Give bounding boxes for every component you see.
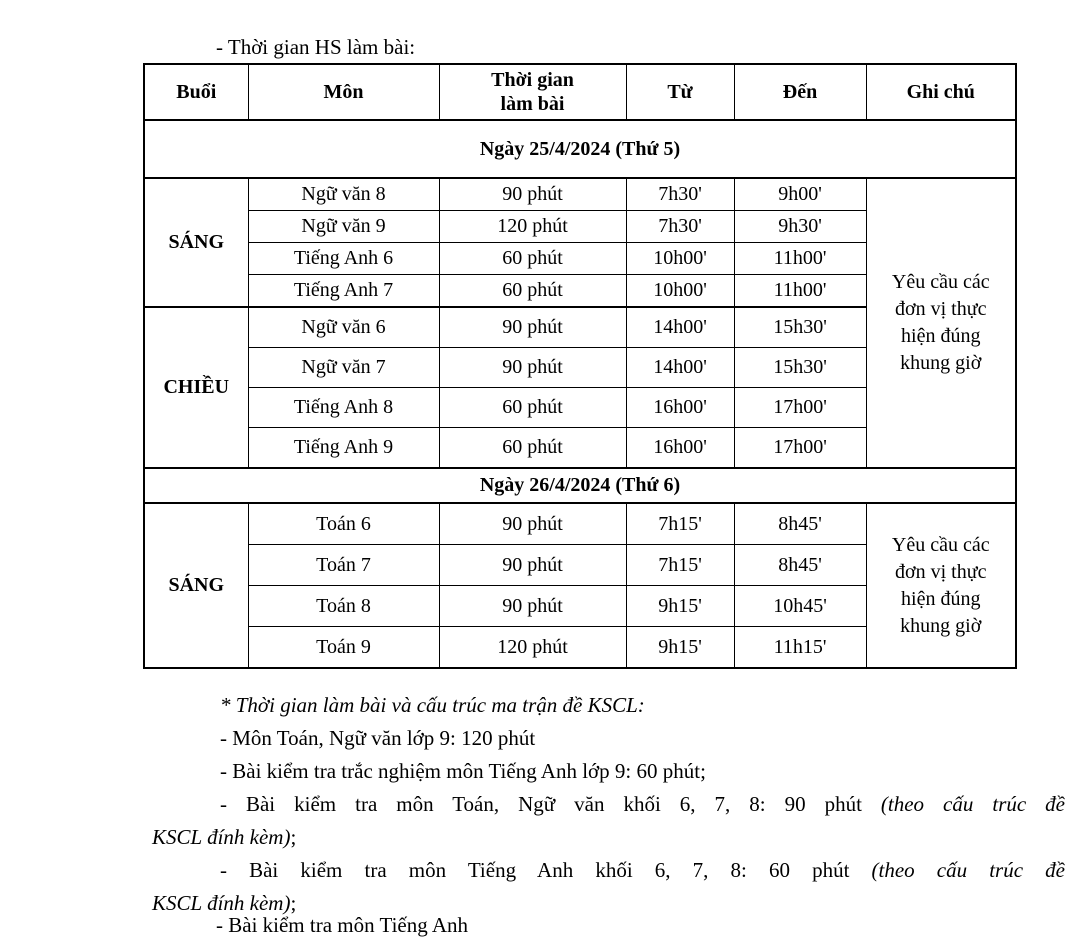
duration-cell: 90 phút: [439, 348, 626, 388]
footnote-line-4-first: [152, 854, 1065, 887]
end-time-cell: 17h00': [734, 388, 866, 428]
session-cell-morning-day2: SÁNG: [144, 503, 248, 668]
footnote-line-3-end: ;: [290, 825, 297, 849]
duration-cell: 120 phút: [439, 627, 626, 669]
clipped-bottom-text-line: - Bài kiểm tra môn Tiếng Anh: [216, 913, 468, 937]
end-time-cell: 11h15': [734, 627, 866, 669]
start-time-cell: 10h00': [626, 275, 734, 308]
duration-cell: 60 phút: [439, 388, 626, 428]
duration-cell: 60 phút: [439, 243, 626, 275]
notes-text-day1: Yêu cầu các đơn vị thực hiện đúng khung giờ: [891, 271, 990, 374]
start-time-cell: 7h30': [626, 211, 734, 243]
subject-cell: Ngữ văn 8: [248, 178, 439, 211]
date-band-day1: [144, 120, 1016, 178]
end-time-cell: 11h00': [734, 275, 866, 308]
start-time-cell: 10h00': [626, 243, 734, 275]
col-header-to: Đến: [734, 64, 866, 120]
end-time-cell: 17h00': [734, 428, 866, 469]
start-time-cell: 14h00': [626, 348, 734, 388]
session-cell-afternoon-day1: CHIỀU: [144, 307, 248, 468]
end-time-cell: 8h45': [734, 503, 866, 545]
col-header-subject: Môn: [248, 64, 439, 120]
section-heading: - Thời gian HS làm bài:: [216, 35, 416, 59]
subject-cell: Toán 6: [248, 503, 439, 545]
notes-text-day2: Yêu cầu các đơn vị thực hiện đúng khung giờ: [891, 533, 990, 637]
table-header-row: [144, 64, 1016, 120]
footnote-line-4-italic: (theo cấu trúc đề: [871, 858, 1065, 882]
end-time-cell: 9h30': [734, 211, 866, 243]
table-row: [144, 503, 1016, 545]
subject-cell: Tiếng Anh 8: [248, 388, 439, 428]
footnote-line-3-first: [152, 788, 1065, 821]
footnotes-block: [152, 689, 1065, 920]
end-time-cell: 11h00': [734, 243, 866, 275]
notes-cell-day2: [866, 503, 1016, 668]
footnote-line-4-end: ;: [290, 891, 297, 915]
duration-cell: 90 phút: [439, 545, 626, 586]
end-time-cell: 8h45': [734, 545, 866, 586]
footnote-line-4-main: - Bài kiểm tra môn Tiếng Anh khối 6, 7, 8: 60 phút: [220, 858, 872, 882]
table-row: [144, 178, 1016, 211]
end-time-cell: 9h00': [734, 178, 866, 211]
footnote-line-1: - Môn Toán, Ngữ văn lớp 9: 120 phút: [220, 726, 536, 750]
subject-cell: Ngữ văn 7: [248, 348, 439, 388]
col-header-notes: Ghi chú: [866, 64, 1016, 120]
start-time-cell: 16h00': [626, 388, 734, 428]
subject-cell: Ngữ văn 6: [248, 307, 439, 348]
end-time-cell: 15h30': [734, 307, 866, 348]
duration-cell: 90 phút: [439, 503, 626, 545]
start-time-cell: 14h00': [626, 307, 734, 348]
end-time-cell: 15h30': [734, 348, 866, 388]
duration-cell: 90 phút: [439, 178, 626, 211]
duration-cell: 90 phút: [439, 586, 626, 627]
end-time-cell: 10h45': [734, 586, 866, 627]
duration-cell: 90 phút: [439, 307, 626, 348]
footnote-line-4-wrap-italic: KSCL đính kèm): [152, 891, 291, 915]
date-band-day1-label: Ngày 25/4/2024 (Thứ 5): [144, 120, 1016, 178]
col-header-session: Buổi: [144, 64, 248, 120]
subject-cell: Tiếng Anh 7: [248, 275, 439, 308]
footnote-line-3-main: - Bài kiểm tra môn Toán, Ngữ văn khối 6, 7, 8: 90 phút: [220, 792, 881, 816]
subject-cell: Toán 9: [248, 627, 439, 669]
start-time-cell: 16h00': [626, 428, 734, 469]
footnote-intro: * Thời gian làm bài và cấu trúc ma trận đề KSCL:: [220, 693, 645, 717]
duration-cell: 120 phút: [439, 211, 626, 243]
date-band-day2: [144, 468, 1016, 503]
subject-cell: Toán 8: [248, 586, 439, 627]
duration-cell: 60 phút: [439, 275, 626, 308]
subject-cell: Tiếng Anh 6: [248, 243, 439, 275]
footnote-line-3-wrap-italic: KSCL đính kèm): [152, 825, 291, 849]
start-time-cell: 7h30': [626, 178, 734, 211]
start-time-cell: 7h15': [626, 545, 734, 586]
session-cell-morning-day1: SÁNG: [144, 178, 248, 307]
date-band-day2-label: Ngày 26/4/2024 (Thứ 6): [144, 468, 1016, 503]
footnote-line-3-italic: (theo cấu trúc đề: [880, 792, 1065, 816]
duration-cell: 60 phút: [439, 428, 626, 469]
footnote-line-2: - Bài kiểm tra trắc nghiệm môn Tiếng Anh lớp 9: 60 phút;: [220, 759, 706, 783]
exam-schedule-table: [143, 63, 1017, 669]
subject-cell: Ngữ văn 9: [248, 211, 439, 243]
notes-cell-day1: [866, 178, 1016, 468]
start-time-cell: 9h15': [626, 586, 734, 627]
start-time-cell: 7h15': [626, 503, 734, 545]
subject-cell: Toán 7: [248, 545, 439, 586]
col-header-duration: [439, 64, 626, 120]
col-header-from: Từ: [626, 64, 734, 120]
footnote-line-3-wrap: [152, 821, 1065, 854]
subject-cell: Tiếng Anh 9: [248, 428, 439, 469]
start-time-cell: 9h15': [626, 627, 734, 669]
col-header-duration-label: Thời gian làm bài: [491, 69, 574, 115]
